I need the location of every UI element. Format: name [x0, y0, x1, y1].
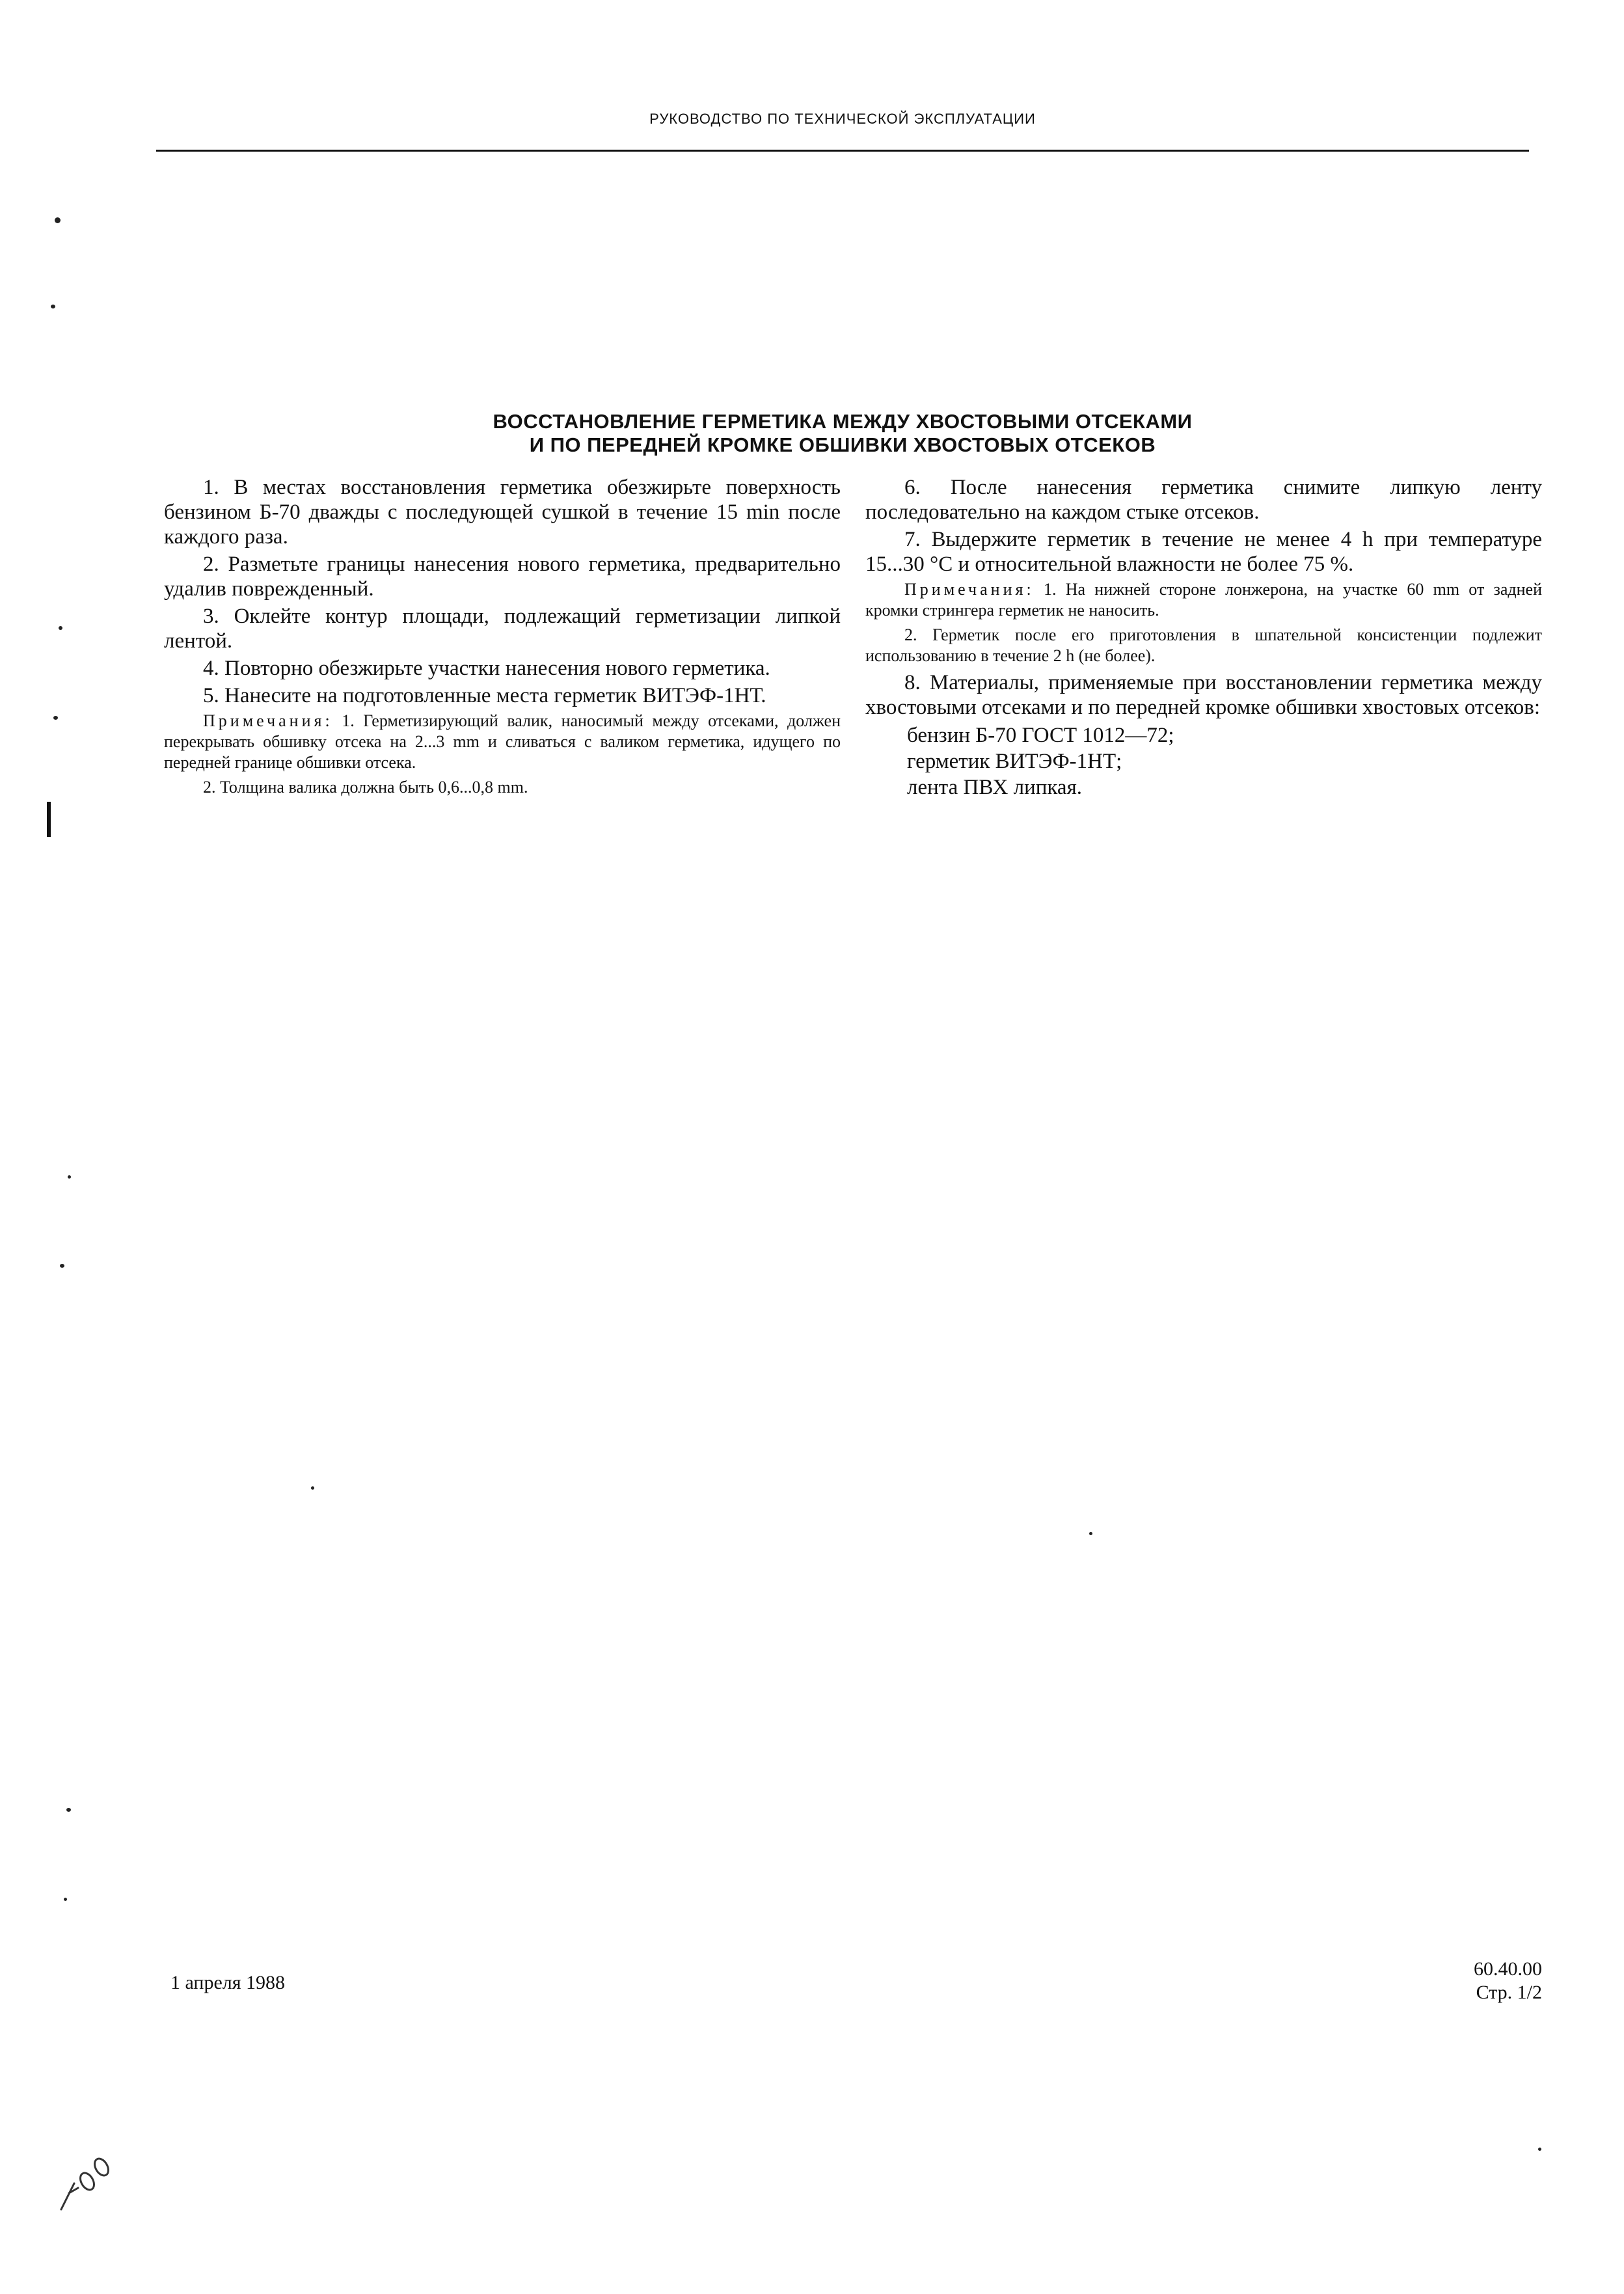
- page-speck: [1089, 1532, 1092, 1535]
- margin-speck: [55, 217, 61, 223]
- step-5: 5. Нанесите на подготовленные места герметик ВИТЭФ-1НТ.: [203, 684, 766, 707]
- margin-speck: [60, 1264, 64, 1268]
- page-speck: [311, 1486, 314, 1490]
- step-1: 1. В местах восстановления герметика обезжирьте поверхность бензином Б-70 дважды с последующей сушкой в течение 15 min после каждого раза.: [164, 476, 841, 549]
- note-1: [865, 579, 1542, 621]
- note-heading: Примечания:: [203, 711, 333, 730]
- footer-page-number: Стр. 1/2: [1476, 1982, 1542, 2003]
- footer-doc-code: 60.40.00: [1474, 1958, 1542, 1980]
- document-title: [156, 410, 1529, 457]
- material-item: герметик ВИТЭФ-1НТ;: [907, 750, 1122, 773]
- note-1-text: 1. Герметизирующий валик, наносимый между отсеками, должен перекрывать обшивку отсека на 2...3 mm и сливаться с валиком герметика, идущего по передней границе обшивки отсека.: [164, 711, 841, 772]
- note-1-text: 1. На нижней стороне лонжерона, на участке 60 mm от задней кромки стрингера герметик не наносить.: [865, 580, 1543, 620]
- margin-speck: [53, 716, 58, 720]
- margin-speck: [66, 1808, 71, 1812]
- step-3: 3. Оклейте контур площади, подлежащий герметизации липкой лентой.: [164, 605, 841, 653]
- note-heading: Примечания:: [904, 580, 1035, 599]
- margin-speck: [64, 1898, 67, 1901]
- note-2: 2. Толщина валика должна быть 0,6...0,8 mm.: [203, 778, 528, 797]
- running-header: РУКОВОДСТВО ПО ТЕХНИЧЕСКОЙ ЭКСПЛУАТАЦИИ: [649, 111, 1036, 127]
- step-6: 6. После нанесения герметика снимите липкую ленту последовательно на каждом стыке отсеков.: [865, 476, 1542, 524]
- step-8: 8. Материалы, применяемые при восстановлении герметика между хвостовыми отсеками и по передней кромке обшивки хвостовых отсеков:: [865, 671, 1542, 719]
- right-column: [865, 475, 1542, 800]
- note-1: [164, 711, 841, 773]
- margin-speck: [51, 305, 55, 308]
- handwritten-page-number: [56, 2148, 115, 2219]
- note-2: 2. Герметик после его приготовления в шпательной консистенции подлежит использованию в течение 2 h (не более).: [865, 625, 1542, 665]
- left-column: [164, 475, 841, 802]
- header-rule: [156, 150, 1529, 152]
- title-line-1: ВОССТАНОВЛЕНИЕ ГЕРМЕТИКА МЕЖДУ ХВОСТОВЫМИ ОТСЕКАМИ: [493, 410, 1193, 433]
- material-item: бензин Б-70 ГОСТ 1012—72;: [907, 724, 1174, 747]
- title-line-2: И ПО ПЕРЕДНЕЙ КРОМКЕ ОБШИВКИ ХВОСТОВЫХ ОТСЕКОВ: [529, 433, 1156, 456]
- footer-date: 1 апреля 1988: [170, 1972, 286, 1993]
- margin-mark: [47, 802, 51, 837]
- material-item: лента ПВХ липкая.: [907, 776, 1082, 799]
- margin-speck: [68, 1175, 71, 1179]
- step-7: 7. Выдержите герметик в течение не менее 4 h при температуре 15...30 °C и относительной влажности не более 75 %.: [865, 528, 1542, 576]
- page-speck: [1538, 2148, 1541, 2151]
- step-4: 4. Повторно обезжирьте участки нанесения нового герметика.: [203, 657, 770, 680]
- step-2: 2. Разметьте границы нанесения нового герметика, предварительно удалив поврежденный.: [164, 553, 841, 601]
- margin-speck: [59, 626, 62, 630]
